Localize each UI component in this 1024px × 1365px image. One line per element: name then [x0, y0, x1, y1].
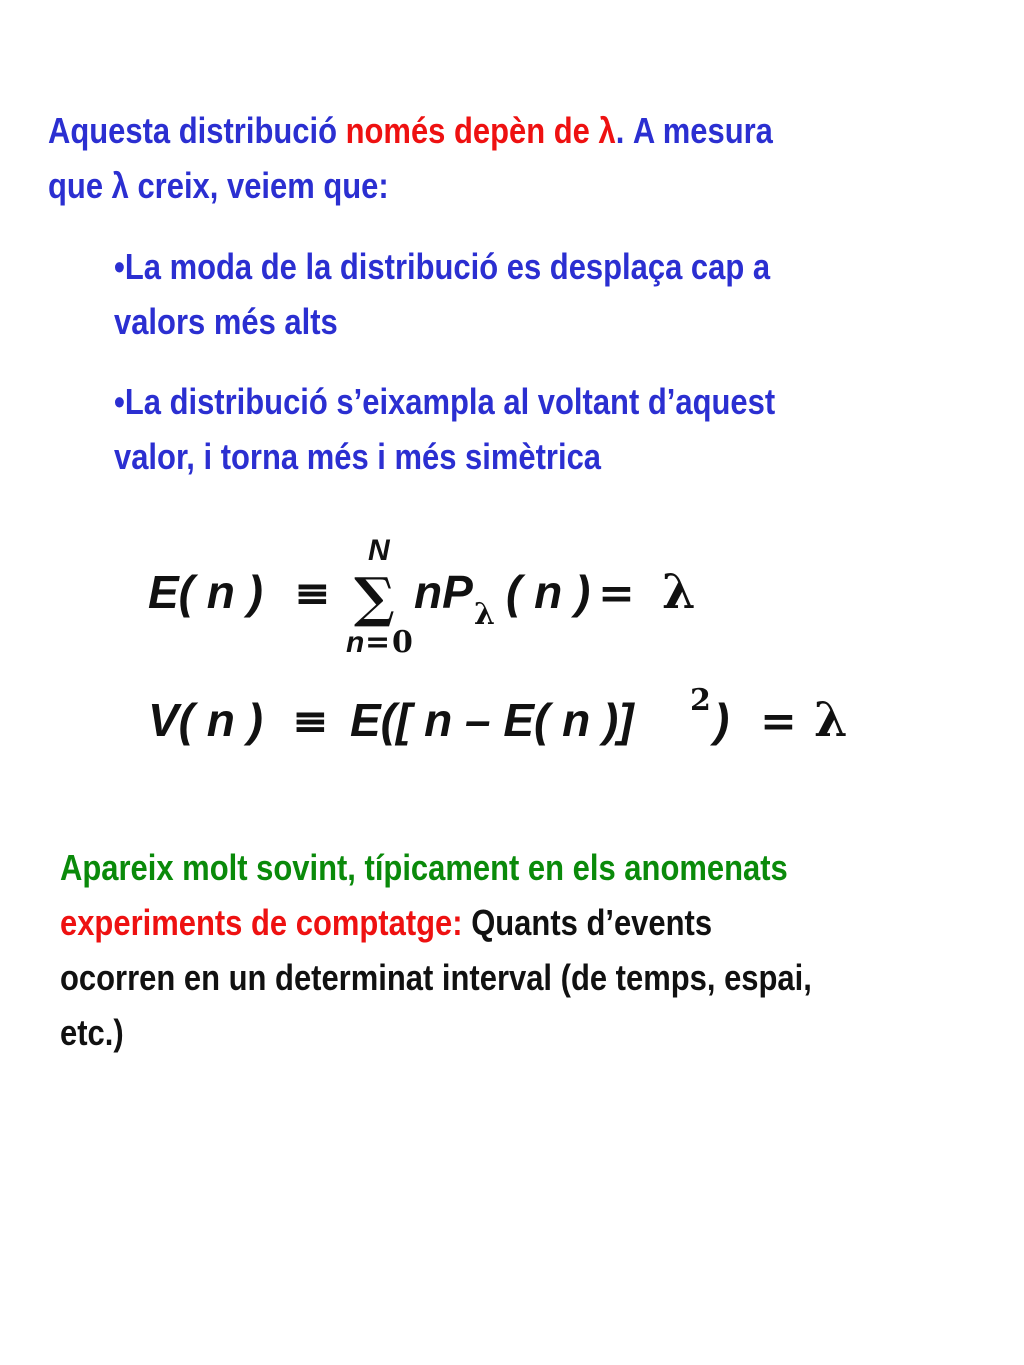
variance-equiv-sign: ≡: [292, 696, 329, 747]
outro-line-2: [60, 895, 812, 950]
bullet-2-line-1: •La distribució s’eixampla al voltant d’aquest: [114, 381, 776, 422]
sum-lower-eq: =: [365, 625, 391, 660]
mean-rhs-lambda: λ: [662, 564, 696, 620]
intro-line-1: [48, 103, 773, 158]
sum-upper-limit: N: [368, 534, 390, 567]
formula-block: [0, 520, 1024, 780]
sum-lower-val: 0: [392, 625, 413, 660]
mean-eq-sign: =: [598, 568, 635, 619]
variance-exponent: 2: [690, 683, 711, 718]
sum-lower-var: n: [346, 626, 365, 659]
mean-lhs: E( n ): [148, 566, 263, 618]
outro-paragraph: [60, 840, 812, 1060]
intro-text-start: Aquesta distribució: [48, 110, 346, 151]
outro-line-2-rest: Quants d’events: [462, 902, 713, 943]
outro-line-3: ocorren en un determinat interval (de temps, espai,: [60, 957, 812, 998]
mean-arg: ( n ): [506, 566, 591, 618]
formula-svg: [0, 520, 1024, 780]
bullet-1-line-2: valors més alts: [114, 301, 338, 342]
variance-rhs-lambda: λ: [814, 692, 848, 748]
bullet-1-line-1: •La moda de la distribució es desplaça cap a: [114, 246, 771, 287]
outro-highlight: experiments de comptatge:: [60, 902, 463, 943]
mean-formula: [148, 534, 696, 660]
mean-subscript-lambda: λ: [474, 597, 496, 632]
variance-eq-sign: =: [760, 696, 797, 747]
intro-line-2: que λ creix, veiem que:: [48, 165, 389, 206]
variance-close: ): [714, 694, 730, 746]
bullet-mode-shift: [114, 239, 770, 349]
bullet-distribution-widens: [114, 374, 775, 484]
variance-lhs: V( n ): [148, 694, 263, 746]
intro-paragraph: [48, 103, 773, 213]
sum-sign: ∑: [354, 565, 395, 629]
mean-equiv-sign: ≡: [294, 568, 331, 619]
intro-highlight: només depèn de λ: [345, 110, 616, 151]
variance-body: E([ n – E( n )]: [350, 694, 634, 746]
mean-term: nP: [414, 566, 473, 618]
variance-formula: [148, 683, 848, 748]
outro-line-4: etc.): [60, 1012, 124, 1053]
bullet-2-line-2: valor, i torna més i més simètrica: [114, 436, 602, 477]
outro-line-1: Apareix molt sovint, típicament en els anomenats: [60, 847, 788, 888]
intro-text-end: . A mesura: [615, 110, 773, 151]
